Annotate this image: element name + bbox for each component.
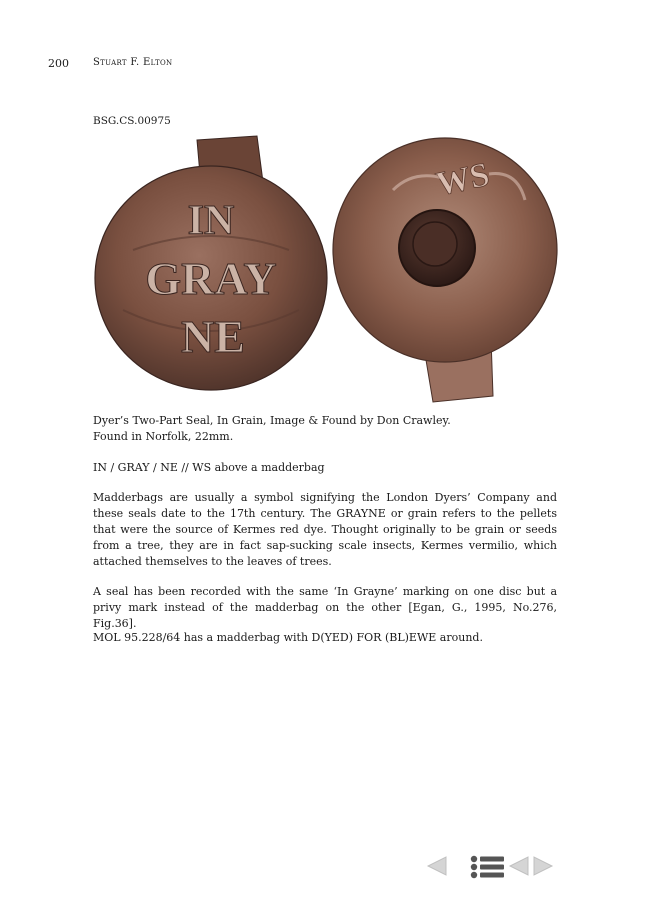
previous-page-button[interactable] [426, 855, 448, 881]
body-paragraph-1: Madderbags are usually a symbol signifying the London Dyers’ Company and these seals date to the 17th century. The GRAYNE or grain refers to the pellets that were the source of Kermes red dye. Thought originally to be grain or seeds from a tree, they are in fact sap-sucking scale insects, Kermes vermilio, which attached themselves to the leaves of trees. [93, 491, 557, 568]
table-of-contents-button[interactable] [470, 855, 504, 883]
triangle-right-icon [532, 855, 554, 877]
triangle-left-icon [426, 855, 448, 877]
body-paragraph-2: A seal has been recorded with the same ‘In Grayne’ marking on one disc but a privy mark instead of the madderbag on the other [Egan, G., 1995, No.276, Fig.36]. [93, 585, 557, 630]
body-paragraph-3: MOL 95.228/64 has a madderbag with D(YED) FOR (BL)EWE around. [93, 631, 483, 644]
seal-initials: WS [433, 156, 493, 204]
back-button[interactable] [508, 855, 530, 881]
seal-photograph [93, 130, 559, 406]
page-number: 200 [48, 57, 69, 70]
catalog-reference: BSG.CS.00975 [93, 115, 171, 127]
next-page-button[interactable] [532, 855, 554, 881]
figure-caption [93, 413, 557, 445]
inscription-description: IN / GRAY / NE // WS above a madderbag [93, 461, 325, 474]
caption-line-1: Dyer’s Two-Part Seal, In Grain, Image & Found by Don Crawley. [93, 414, 451, 427]
running-head: Stuart F. Elton [93, 57, 173, 68]
triangle-left-icon [508, 855, 530, 877]
page-navigation [426, 855, 556, 881]
seal-inscription-line-1: IN [187, 198, 235, 244]
caption-line-2: Found in Norfolk, 22mm. [93, 430, 234, 443]
seal-right-disc [333, 138, 557, 402]
seal-inscription-line-2: GRAY [145, 253, 277, 304]
list-icon [470, 855, 504, 879]
seal-left-disc [95, 136, 327, 390]
seal-inscription-line-3: NE [181, 311, 245, 362]
